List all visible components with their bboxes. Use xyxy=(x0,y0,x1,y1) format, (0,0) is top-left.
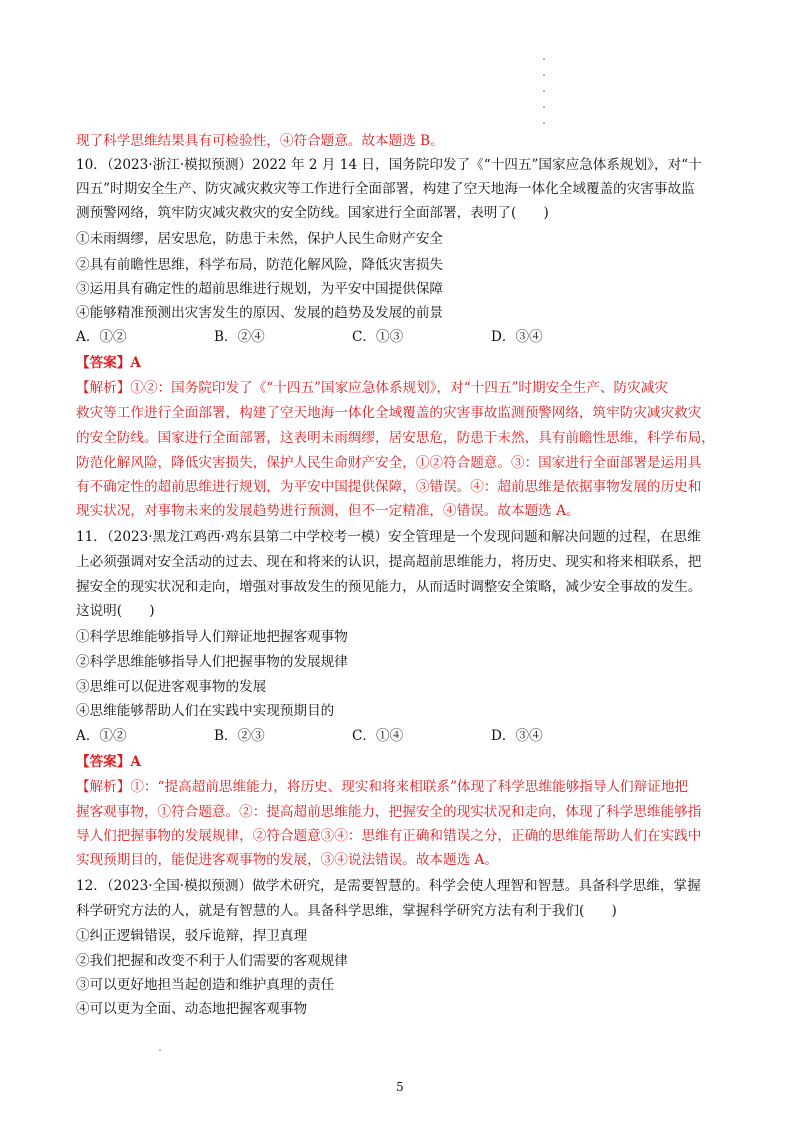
q10-answer xyxy=(76,355,141,372)
q10-option-c: C．①③ xyxy=(352,329,404,345)
q12-stem-line: 科学研究方法的人，就是有智慧的人。具备科学思维，掌握科学研究方法有利于我们( ) xyxy=(76,903,617,919)
q10-option-b: B．②④ xyxy=(214,329,265,345)
q10-analysis-line: 现实状况，对事物未来的发展趋势进行预测，但不一定精准，④错误。故本题选 A。 xyxy=(76,503,580,519)
q12-statement: ③可以更好地担当起创造和维护真理的责任 xyxy=(76,977,335,993)
q11-analysis-line: 实现预期目的，能促进客观事物的发展，③④说法错误。故本题选 A。 xyxy=(76,852,498,868)
q10-statement: ④能够精准预测出灾害发生的原因、发展的趋势及发展的前景 xyxy=(76,305,444,321)
q10-statement: ③运用具有确定性的超前思维进行规划，为平安中国提供保障 xyxy=(76,281,444,297)
q11-stem-line: 这说明( ) xyxy=(76,603,155,619)
q11-answer-value: A xyxy=(130,754,141,770)
q11-option-a: A．①② xyxy=(76,728,127,744)
q11-option-c: C．①④ xyxy=(352,728,404,744)
q10-analysis-line: 有不确定性的超前思维进行规划，为平安中国提供保障，③错误。④：超前思维是依据事物发展的历史和 xyxy=(76,479,702,495)
q11-analysis-line: 握客观事物，①符合题意。②：提高超前思维能力，把握安全的现实状况和走向，体现了科学思维能够指 xyxy=(76,804,702,820)
q12-stem-line: 12．（2023·全国·模拟预测）做学术研究，是需要智慧的。科学会使人理智和智慧。具备科学思维，掌握 xyxy=(76,878,701,894)
q11-statement: ②科学思维能够指导人们把握事物的发展规律 xyxy=(76,654,348,670)
page-number: 5 xyxy=(396,1080,404,1094)
q11-statement: ①科学思维能够指导人们辩证地把握客观事物 xyxy=(76,629,348,645)
q10-statement: ①未雨绸缪，居安思危，防患于未然，保护人民生命财产安全 xyxy=(76,231,444,247)
q11-statement: ④思维能够帮助人们在实践中实现预期目的 xyxy=(76,703,335,719)
q10-analysis-line: 防范化解风险，降低灾害损失，保护人民生命财产安全，①②符合题意。③：国家进行全面部署是运用具 xyxy=(76,455,702,471)
q10-option-a: A．①② xyxy=(76,329,127,345)
q11-statement: ③思维可以促进客观事物的发展 xyxy=(76,679,267,695)
q11-stem-line: 握安全的现实状况和走向，增强对事故发生的预见能力，从而适时调整安全策略，减少安全事故的发生。 xyxy=(76,579,702,595)
q10-stem-line: 四五”时期安全生产、防灾减灾救灾等工作进行全面部署，构建了空天地海一体化全域覆盖的灾害事故监 xyxy=(76,181,695,197)
q12-statement: ④可以更为全面、动态地把握客观事物 xyxy=(76,1001,308,1017)
q11-option-b: B．②③ xyxy=(214,728,265,744)
q11-answer-label: 【答案】 xyxy=(76,754,131,770)
q11-stem-line: 11．（2023·黑龙江鸡西·鸡东县第二中学校考一模）安全管理是一个发现问题和解决问题的过程，在思维 xyxy=(76,529,701,545)
q10-answer-value: A xyxy=(130,355,141,371)
q10-stem-line: 10．（2023·浙江·模拟预测）2022 年 2 月 14 日，国务院印发了《“十四五”国家应急体系规划》，对“十 xyxy=(76,157,702,173)
q11-option-d: D．③④ xyxy=(491,728,543,744)
q11-stem-line: 上必须强调对安全活动的过去、现在和将来的认识，提高超前思维能力，将历史、现实和将来相联系，把 xyxy=(76,554,702,570)
q11-answer xyxy=(76,754,141,771)
q10-analysis-line: 【解析】①②：国务院印发了《“十四五”国家应急体系规划》，对“十四五”时期安全生产、防灾减灾 xyxy=(76,380,668,396)
margin-dots xyxy=(543,58,547,138)
q10-stem-line: 测预警网络，筑牢防灾减灾救灾的安全防线。国家进行全面部署，表明了( ) xyxy=(76,205,549,221)
decorative-dot xyxy=(159,1049,161,1051)
q10-statement: ②具有前瞻性思维，科学布局，防范化解风险，降低灾害损失 xyxy=(76,257,444,273)
q10-answer-label: 【答案】 xyxy=(76,355,131,371)
q12-statement: ①纠正逻辑错误，驳斥诡辩，捍卫真理 xyxy=(76,928,308,944)
q11-analysis-line: 导人们把握事物的发展规律，②符合题意③④：思维有正确和错误之分，正确的思维能帮助人们在实践中 xyxy=(76,828,702,844)
q12-statement: ②我们把握和改变不利于人们需要的客观规律 xyxy=(76,953,348,969)
q10-option-d: D．③④ xyxy=(491,329,543,345)
carryover-analysis-line: 现了科学思维结果具有可检验性，④符合题意。故本题选 B。 xyxy=(76,133,444,149)
q10-analysis-line: 救灾等工作进行全面部署，构建了空天地海一体化全域覆盖的灾害事故监测预警网络，筑牢防灾减灾救灾 xyxy=(76,405,702,421)
q11-analysis-line: 【解析】①：“提高超前思维能力，将历史、现实和将来相联系”体现了科学思维能够指导人们辩证地把 xyxy=(76,779,689,795)
q10-analysis-line: 的安全防线。国家进行全面部署，这表明未雨绸缪，居安思危，防患于未然，具有前瞻性思维，科学布局， xyxy=(76,430,715,446)
